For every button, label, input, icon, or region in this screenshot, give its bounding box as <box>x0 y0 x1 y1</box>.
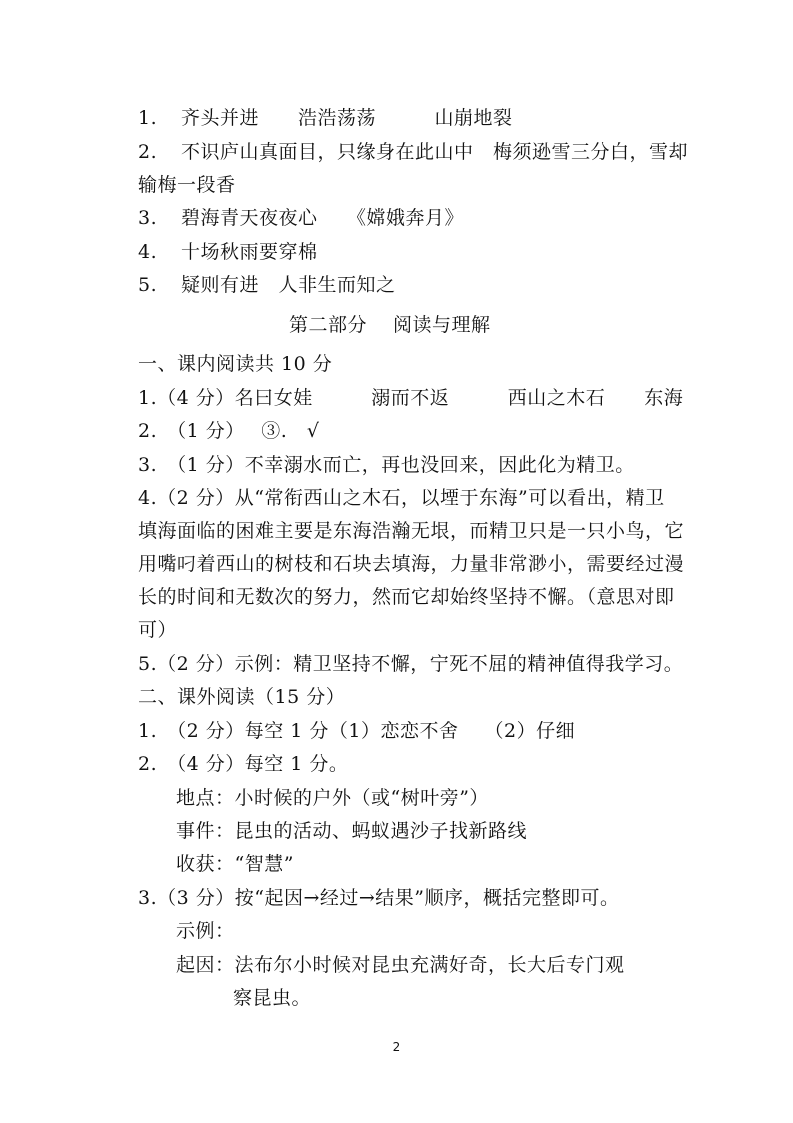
sec2-q3-cause-line2: 察昆虫。 <box>233 987 312 1009</box>
sec1-q5: 5.（2 分）示例：精卫坚持不懈，宁死不屈的精神值得我学习。 <box>138 653 684 675</box>
sec1-q4-line5: 可） <box>138 619 178 641</box>
p1-q2-line2: 输梅一段香 <box>138 174 236 196</box>
sec2-q2-place: 地点：小时候的户外（或“树叶旁”） <box>176 787 489 809</box>
sec1-q1: 1.（4 分）名曰女娃 溺而不返 西山之木石 东海 <box>138 387 684 409</box>
sec2-q3-head: 3.（3 分）按“起因→经过→结果”顺序，概括完整即可。 <box>138 887 620 909</box>
sec2-title: 二、课外阅读（15 分） <box>138 686 346 708</box>
p1-q3-number: 3. <box>138 207 158 229</box>
sec1-title: 一、课内阅读共 10 分 <box>138 353 333 375</box>
sec1-q4-line2: 填海面临的困难主要是东海浩瀚无垠，而精卫只是一只小鸟，它 <box>138 520 685 542</box>
sec2-q3-cause-line1: 起因：法布尔小时候对昆虫充满好奇，长大后专门观 <box>176 954 625 976</box>
p1-q4-text: 十场秋雨要穿棉 <box>181 241 318 263</box>
sec1-q4-line1: 4.（2 分）从“常衔西山之木石，以堙于东海”可以看出，精卫 <box>138 487 665 509</box>
sec2-q1: 1. （2 分）每空 1 分（1）恋恋不舍 （2）仔细 <box>138 720 576 742</box>
p1-q2-line1: 不识庐山真面目，只缘身在此山中 梅须逊雪三分白，雪却 <box>181 141 689 163</box>
sec1-q2: 2. （1 分） ③. √ <box>138 420 320 442</box>
sec2-q2-event: 事件：昆虫的活动、蚂蚁遇沙子找新路线 <box>176 820 528 842</box>
sec1-q3: 3. （1 分）不幸溺水而亡，再也没回来，因此化为精卫。 <box>138 454 635 476</box>
sec2-q2-head: 2. （4 分）每空 1 分。 <box>138 753 349 775</box>
p1-q5-text: 疑则有进 人非生而知之 <box>181 274 396 296</box>
sec2-q2-gain: 收获：“智慧” <box>176 853 294 875</box>
p1-q3-text: 碧海青天夜夜心 《嫦娥奔月》 <box>181 207 465 229</box>
sec1-q4-line4: 长的时间和无数次的努力，然而它却始终坚持不懈。（意思对即 <box>138 586 675 608</box>
sec2-q3-example: 示例： <box>176 920 235 942</box>
sec1-q4-line3: 用嘴叼着西山的树枝和石块去填海，力量非常渺小，需要经过漫 <box>138 553 685 575</box>
p1-q1-text: 齐头并进 浩浩荡荡 山崩地裂 <box>181 107 513 129</box>
p1-q4-number: 4. <box>138 241 158 263</box>
p1-q2-number: 2. <box>138 141 158 163</box>
p1-q5-number: 5. <box>138 274 158 296</box>
part2-heading: 第二部分 阅读与理解 <box>289 314 491 336</box>
page-number: 2 <box>392 1040 401 1054</box>
p1-q1-number: 1. <box>138 107 158 129</box>
